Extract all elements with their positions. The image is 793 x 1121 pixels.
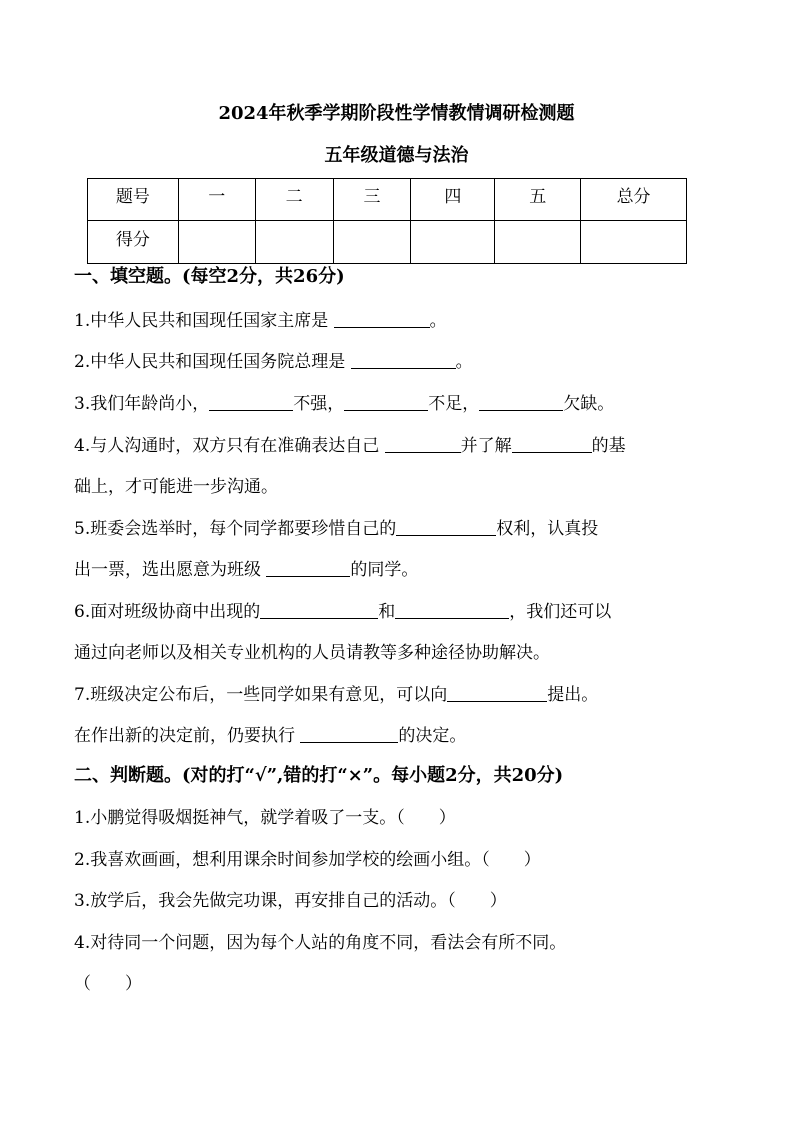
score-table	[87, 178, 687, 264]
score-cell	[333, 221, 411, 264]
fill-question-4-cont: 础上，才可能进一步沟通。	[74, 477, 278, 497]
score-cell	[581, 221, 687, 264]
question-text: 。	[429, 311, 447, 331]
answer-blank	[385, 436, 461, 453]
fill-question-7-cont	[74, 726, 466, 746]
fill-question-7	[74, 685, 598, 705]
answer-blank	[260, 602, 378, 619]
question-text: 和	[378, 602, 396, 622]
question-text: 2.中华人民共和国现任国务院总理是	[74, 352, 351, 372]
answer-blank	[512, 436, 592, 453]
judge-question-4-paren: （ ）	[74, 974, 142, 994]
question-text: 7.班级决定公布后，一些同学如果有意见，可以向	[74, 685, 448, 705]
fill-question-5	[74, 519, 598, 539]
question-text: 的基	[591, 436, 626, 456]
score-row-label: 得分	[88, 221, 179, 264]
question-text: 1.中华人民共和国现任国家主席是	[74, 311, 334, 331]
answer-blank	[395, 602, 509, 619]
score-header-cell: 四	[411, 179, 495, 221]
answer-blank	[209, 394, 293, 411]
answer-blank	[266, 560, 350, 577]
question-text: 不强，	[293, 394, 345, 414]
judge-question-3: 3.放学后，我会先做完功课，再安排自己的活动。（ ）	[74, 891, 507, 911]
fill-question-1	[74, 311, 447, 331]
score-header-cell: 题号	[88, 179, 179, 221]
fill-question-6-cont: 通过向老师以及相关专业机构的人员请教等多种途径协助解决。	[74, 643, 550, 663]
fill-question-4	[74, 436, 626, 456]
score-cell	[178, 221, 255, 264]
question-text: 6.面对班级协商中出现的	[74, 602, 261, 622]
answer-blank	[396, 519, 496, 536]
score-cell	[255, 221, 333, 264]
question-text: 欠缺。	[563, 394, 615, 414]
answer-blank	[351, 352, 456, 369]
section-1-heading: 一、填空题。(每空2分，共26分)	[74, 266, 345, 287]
question-text: 提出。	[547, 685, 599, 705]
answer-blank	[344, 394, 428, 411]
question-text: 4.与人沟通时，双方只有在准确表达自己	[74, 436, 385, 456]
score-header-cell: 二	[255, 179, 333, 221]
judge-question-4: 4.对待同一个问题，因为每个人站的角度不同，看法会有所不同。	[74, 933, 567, 953]
fill-question-6	[74, 602, 611, 622]
answer-blank	[447, 685, 547, 702]
fill-question-2	[74, 352, 473, 372]
score-header-cell: 总分	[581, 179, 687, 221]
fill-question-3	[74, 394, 614, 414]
score-cell	[411, 221, 495, 264]
section-2-heading: 二、判断题。(对的打“√”,错的打“×”。每小题2分，共20分)	[74, 765, 564, 786]
score-header-cell: 五	[495, 179, 581, 221]
score-table-header-row	[88, 179, 687, 221]
question-text: 不足，	[428, 394, 480, 414]
answer-blank	[334, 311, 430, 328]
judge-question-1: 1.小鹏觉得吸烟挺神气，就学着吸了一支。（ ）	[74, 808, 456, 828]
question-text: 权利，认真投	[496, 519, 599, 539]
question-text: 在作出新的决定前，仍要执行	[74, 726, 301, 746]
score-table-score-row	[88, 221, 687, 264]
score-header-cell: 一	[178, 179, 255, 221]
question-text: 并了解	[460, 436, 512, 456]
question-text: 出一票，选出愿意为班级	[74, 560, 267, 580]
question-text: 5.班委会选举时，每个同学都要珍惜自己的	[74, 519, 397, 539]
answer-blank	[479, 394, 563, 411]
question-text: 的同学。	[350, 560, 419, 580]
score-cell	[495, 221, 581, 264]
judge-question-2: 2.我喜欢画画，想利用课余时间参加学校的绘画小组。（ ）	[74, 850, 541, 870]
answer-blank	[300, 726, 398, 743]
score-header-cell: 三	[333, 179, 411, 221]
question-text: 的决定。	[398, 726, 467, 746]
question-text: 3.我们年龄尚小，	[74, 394, 210, 414]
fill-question-5-cont	[74, 560, 418, 580]
question-text: 。	[455, 352, 473, 372]
question-text: ，我们还可以	[509, 602, 612, 622]
exam-title: 2024年秋季学期阶段性学情教情调研检测题	[218, 103, 575, 124]
exam-subtitle: 五年级道德与法治	[324, 145, 469, 166]
